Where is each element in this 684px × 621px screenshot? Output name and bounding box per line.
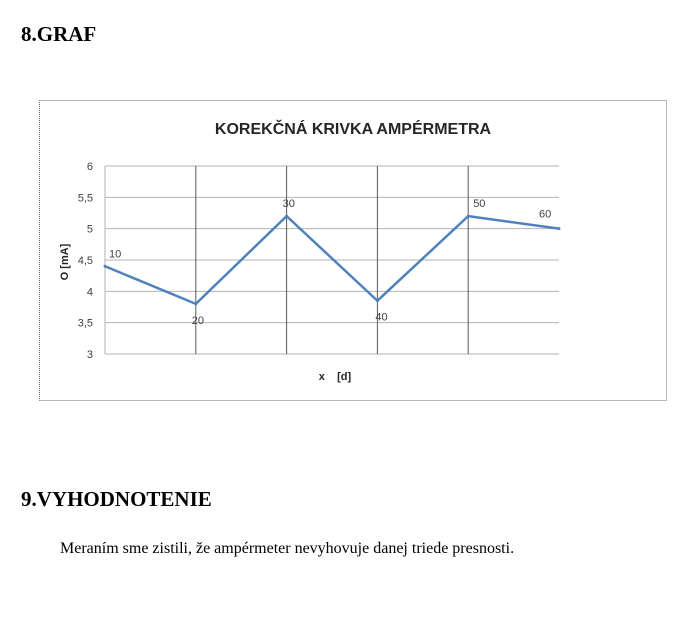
data-point xyxy=(194,302,197,305)
y-tick-label: 5 xyxy=(86,223,93,236)
data-label: 60 xyxy=(539,208,552,221)
y-tick-label: 3,5 xyxy=(77,317,93,330)
x-axis-label: x [d] xyxy=(318,371,352,383)
y-tick-label: 4 xyxy=(86,286,93,299)
data-label: 50 xyxy=(473,198,486,211)
y-tick-label: 5,5 xyxy=(77,192,93,205)
y-tick-label: 6 xyxy=(86,161,93,173)
evaluation-paragraph: Meraním sme zistili, že ampérmeter nevyhovuje danej triede presnosti. xyxy=(60,540,515,557)
data-label: 40 xyxy=(375,311,388,324)
section-heading-graph: 8.GRAF xyxy=(21,22,97,46)
data-point xyxy=(467,215,470,218)
data-point xyxy=(376,299,379,302)
y-axis-ticks xyxy=(78,161,93,361)
data-point xyxy=(285,215,288,218)
data-point xyxy=(558,227,561,230)
data-label: 20 xyxy=(191,314,205,327)
y-tick-label: 3 xyxy=(86,349,93,361)
chart-title: KOREKČNÁ KRIVKA AMPÉRMETRA xyxy=(214,121,492,138)
y-axis-label: O [mA] xyxy=(59,243,71,281)
data-label: 30 xyxy=(282,198,295,211)
data-point xyxy=(104,265,107,268)
section-heading-evaluation: 9.VYHODNOTENIE xyxy=(21,487,212,511)
y-tick-label: 4,5 xyxy=(77,255,93,267)
data-label: 10 xyxy=(109,248,122,261)
